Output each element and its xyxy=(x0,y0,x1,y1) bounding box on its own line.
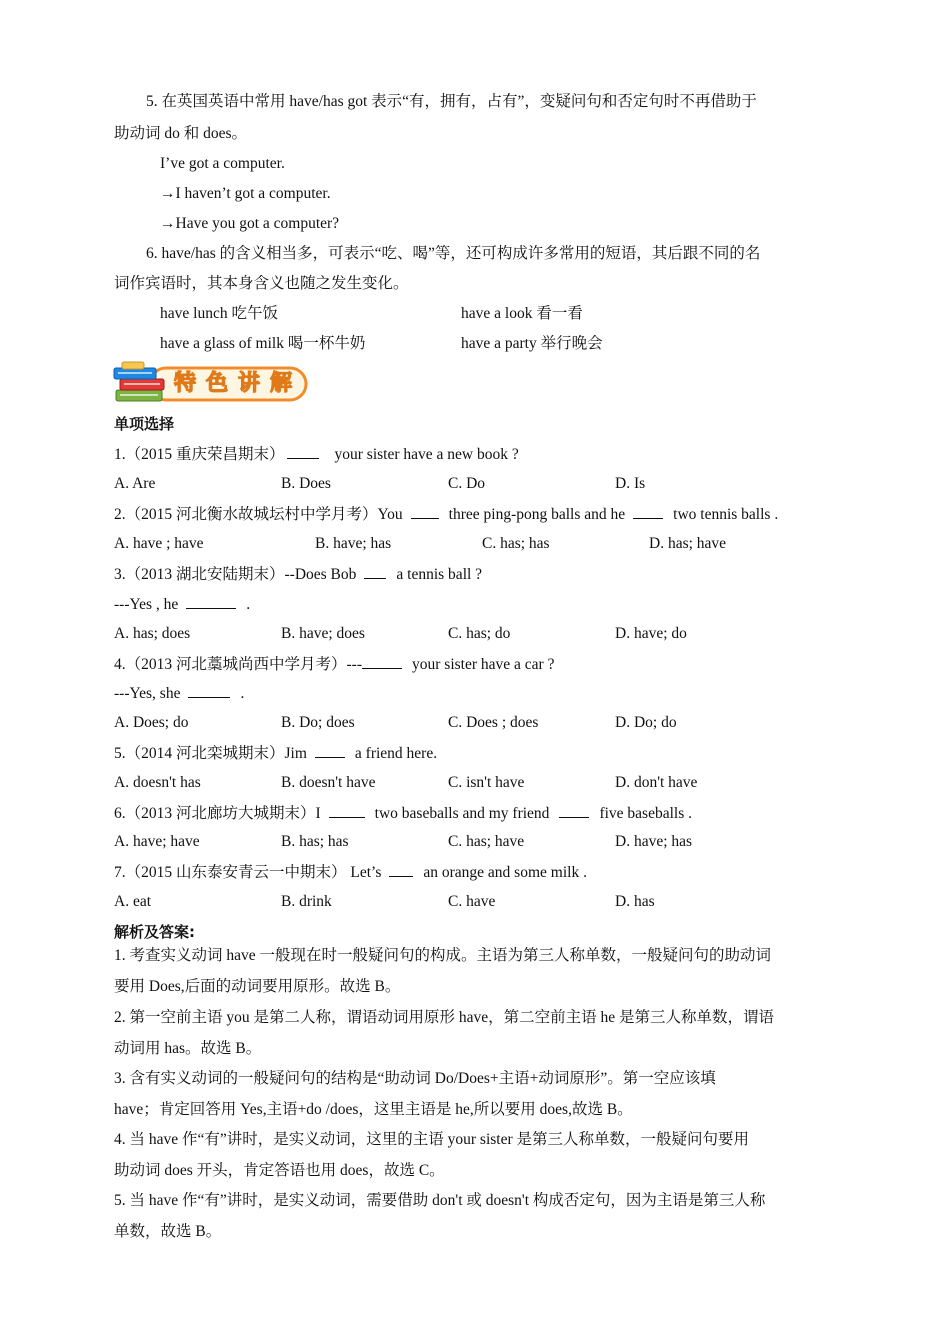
answer-blank xyxy=(188,683,230,698)
note-5-example-3: →Have you got a computer? xyxy=(160,215,340,232)
answer-blank xyxy=(329,803,365,818)
question-1-source: 1.（2015 重庆荣昌期末） xyxy=(114,446,285,463)
question-3-option-a: A. has; does xyxy=(114,625,191,642)
question-2-option-b: B. have; has xyxy=(315,535,392,552)
question-4-option-a: A. Does; do xyxy=(114,714,189,731)
question-3-option-b: B. have; does xyxy=(281,625,365,642)
question-4-option-b: B. Do; does xyxy=(281,714,355,731)
question-4-option-d: D. Do; do xyxy=(615,714,677,731)
answer-line: have；肯定回答用 Yes,主语+do /does，这里主语是 he,所以要用 does,故选 B。 xyxy=(114,1101,633,1118)
answer-blank xyxy=(559,803,589,818)
question-5-text: a friend here. xyxy=(354,745,438,762)
question-1-stem xyxy=(114,444,519,465)
answer-blank xyxy=(186,594,236,609)
answer-blank xyxy=(411,504,439,519)
question-6-option-d: D. have; has xyxy=(615,833,693,850)
answer-line: 4. 当 have 作“有”讲时，是实义动词，这里的主语 your sister 是第三人称单数，一般疑问句要用 xyxy=(114,1131,750,1148)
answer-line: 5. 当 have 作“有”讲时，是实义动词，需要借助 don't 或 doesn't 构成否定句，因为主语是第三人称 xyxy=(114,1192,766,1209)
note-6-line-1: 6. have/has 的含义相当多，可表示“吃、喝”等，还可构成许多常用的短语，其后跟不同的名 xyxy=(146,245,761,262)
phrase-have-a-party: have a party 举行晚会 xyxy=(461,335,603,352)
question-1-option-b: B. Does xyxy=(281,475,331,492)
question-6-stem xyxy=(114,803,692,824)
question-5-option-c: C. isn't have xyxy=(448,774,525,791)
answer-line: 单数，故选 B。 xyxy=(114,1223,222,1240)
answer-blank xyxy=(362,654,402,669)
question-6-option-b: B. has; has xyxy=(281,833,349,850)
question-4-option-c: C. Does ; does xyxy=(448,714,539,731)
section-title: 单项选择 xyxy=(114,415,175,433)
question-1-option-c: C. Do xyxy=(448,475,486,492)
question-5-source: 5.（2014 河北栾城期末）Jim xyxy=(114,745,307,762)
question-2-source: 2.（2015 河北衡水故城坛村中学月考）You xyxy=(114,506,403,523)
answer-line: 助动词 does 开头，肯定答语也用 does，故选 C。 xyxy=(114,1162,445,1179)
question-4-reply xyxy=(114,683,244,704)
phrase-have-a-look: have a look 看一看 xyxy=(461,305,583,322)
question-3-reply xyxy=(114,594,250,615)
question-5-stem xyxy=(114,743,437,764)
answer-line: 动词用 has。故选 B。 xyxy=(114,1040,262,1057)
question-3-option-d: D. have; do xyxy=(615,625,687,642)
question-2-text-2: two tennis balls . xyxy=(673,506,779,523)
question-7-option-c: C. have xyxy=(448,893,496,910)
question-7-source: 7.（2015 山东泰安青云一中期末） Let’s xyxy=(114,864,382,881)
answer-line: 要用 Does,后面的动词要用原形。故选 B。 xyxy=(114,978,401,995)
note-5-line-1: 5. 在英国英语中常用 have/has got 表示“有，拥有，占有”，变疑问句和否定句时不再借助于 xyxy=(146,93,757,110)
question-5-option-b: B. doesn't have xyxy=(281,774,376,791)
answer-line: 1. 考查实义动词 have 一般现在时一般疑问句的构成。主语为第三人称单数，一般疑问句的助动词 xyxy=(114,947,772,964)
phrase-have-a-glass-of-milk: have a glass of milk 喝一杯牛奶 xyxy=(160,335,366,352)
answer-line: 2. 第一空前主语 you 是第二人称，谓语动词用原形 have，第二空前主语 he 是第三人称单数，谓语 xyxy=(114,1009,775,1026)
question-3-stem xyxy=(114,564,482,585)
question-6-option-a: A. have; have xyxy=(114,833,200,850)
banner-text: 特色讲解 xyxy=(174,371,303,396)
question-4-reply-end: . xyxy=(240,685,245,702)
question-7-stem xyxy=(114,862,587,883)
answer-blank xyxy=(389,862,413,877)
question-1-option-a: A. Are xyxy=(114,475,156,492)
feature-banner xyxy=(112,360,312,406)
answer-blank xyxy=(364,564,386,579)
question-3-source: 3.（2013 湖北安陆期末）--Does Bob xyxy=(114,566,357,583)
question-7-text: an orange and some milk . xyxy=(423,864,587,881)
question-4-stem xyxy=(114,654,554,675)
question-2-option-a: A. have ; have xyxy=(114,535,204,552)
question-4-source: 4.（2013 河北藁城尚西中学月考）--- xyxy=(114,656,362,673)
question-7-option-a: A. eat xyxy=(114,893,152,910)
question-3-reply-end: . xyxy=(246,596,251,613)
question-5-option-a: A. doesn't has xyxy=(114,774,201,791)
answer-blank xyxy=(287,444,319,459)
question-3-option-c: C. has; do xyxy=(448,625,511,642)
question-3-reply-text: ---Yes , he xyxy=(114,596,179,613)
question-2-option-c: C. has; has xyxy=(482,535,550,552)
question-6-option-c: C. has; have xyxy=(448,833,525,850)
note-5-example-2: →I haven’t got a computer. xyxy=(160,185,331,202)
note-5-line-2: 助动词 do 和 does。 xyxy=(114,125,248,142)
question-6-text-2: five baseballs . xyxy=(599,805,692,822)
question-2-stem xyxy=(114,504,778,525)
phrase-have-lunch: have lunch 吃午饭 xyxy=(160,305,278,322)
question-5-option-d: D. don't have xyxy=(615,774,698,791)
note-5-example-1: I’ve got a computer. xyxy=(160,155,285,172)
question-6-text-1: two baseballs and my friend xyxy=(374,805,550,822)
question-7-option-d: D. has xyxy=(615,893,655,910)
question-1-option-d: D. Is xyxy=(615,475,646,492)
answer-line: 3. 含有实义动词的一般疑问句的结构是“助动词 Do/Does+主语+动词原形”。第一空应该填 xyxy=(114,1070,716,1087)
answer-blank xyxy=(633,504,663,519)
question-3-text: a tennis ball ? xyxy=(396,566,483,583)
question-7-option-b: B. drink xyxy=(281,893,332,910)
answer-blank xyxy=(315,743,345,758)
question-4-text: your sister have a car ? xyxy=(412,656,555,673)
question-6-source: 6.（2013 河北廊坊大城期末）I xyxy=(114,805,321,822)
question-4-reply-text: ---Yes, she xyxy=(114,685,181,702)
question-2-text-1: three ping-pong balls and he xyxy=(448,506,626,523)
question-1-text: your sister have a new book ? xyxy=(334,446,519,463)
question-2-option-d: D. has; have xyxy=(649,535,727,552)
note-6-line-2: 词作宾语时，其本身含义也随之发生变化。 xyxy=(114,275,409,292)
answers-title: 解析及答案: xyxy=(114,923,195,941)
